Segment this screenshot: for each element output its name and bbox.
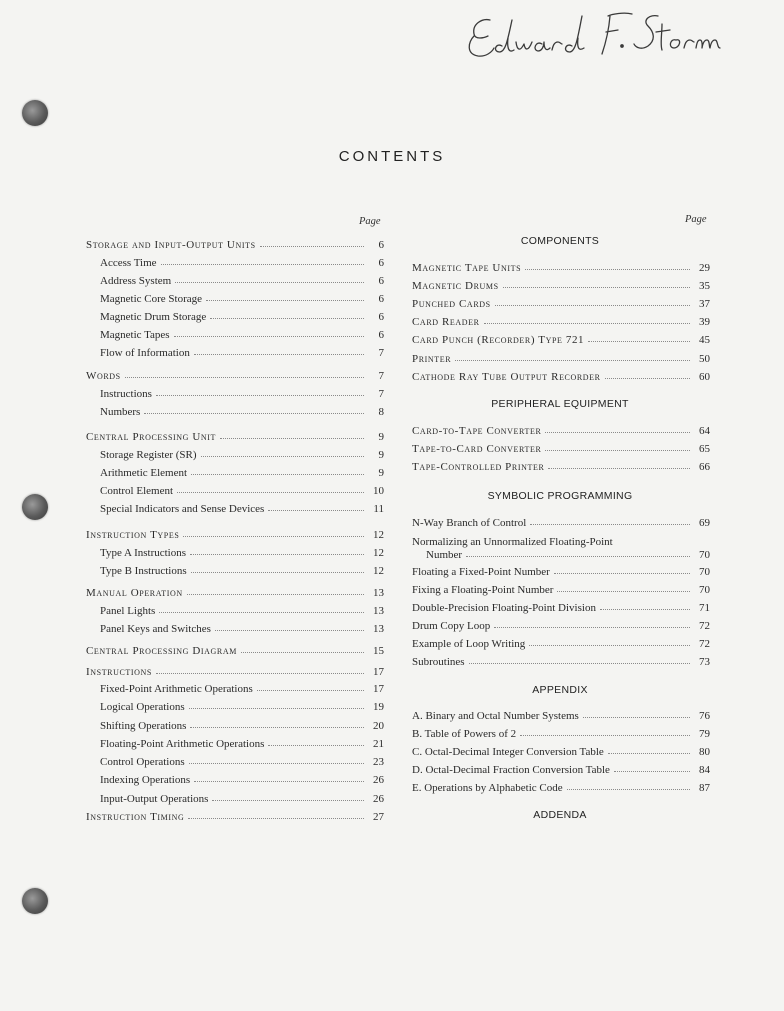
toc-entry-page-number: 39 <box>699 316 710 328</box>
toc-entry <box>412 441 710 457</box>
toc-entry-page-number: 72 <box>699 638 710 650</box>
dot-leader <box>190 545 364 555</box>
dot-leader <box>156 386 364 396</box>
toc-entry-title: Address System <box>100 275 172 287</box>
dot-leader <box>268 736 364 746</box>
toc-entry <box>100 309 384 325</box>
toc-entry <box>412 744 710 760</box>
dot-leader <box>469 654 690 664</box>
toc-entry-title: Control Operations <box>100 756 185 768</box>
toc-entry-title: Type B Instructions <box>100 565 187 577</box>
dot-leader <box>554 564 690 574</box>
toc-entry <box>100 736 384 752</box>
dot-leader <box>215 621 364 631</box>
toc-entry-page-number: 79 <box>699 728 710 740</box>
dot-leader <box>529 636 690 646</box>
toc-entry <box>100 699 384 715</box>
toc-entry-title: Printer <box>412 353 452 365</box>
toc-entry <box>86 527 384 543</box>
toc-entry-title: Instruction Types <box>86 529 180 541</box>
toc-entry <box>100 327 384 343</box>
right-page-column-header: Page <box>685 214 707 225</box>
toc-entry <box>100 483 384 499</box>
dot-leader <box>177 483 364 493</box>
toc-entry <box>412 332 710 348</box>
toc-entry <box>100 345 384 361</box>
toc-entry <box>412 314 710 330</box>
toc-entry-page-number: 69 <box>699 517 710 529</box>
dot-leader <box>201 447 364 457</box>
dot-leader <box>156 664 364 674</box>
binder-hole-bottom <box>22 888 48 914</box>
dot-leader <box>125 368 364 378</box>
toc-entry-title: Fixing a Floating-Point Number <box>412 584 554 596</box>
toc-entry-page-number: 84 <box>699 764 710 776</box>
toc-entry-page-number: 7 <box>378 370 384 382</box>
toc-entry-page-number: 72 <box>699 620 710 632</box>
dot-leader <box>159 603 364 613</box>
toc-entry <box>100 291 384 307</box>
toc-entry-page-number: 17 <box>373 666 384 678</box>
dot-leader <box>188 809 364 819</box>
toc-entry-title: Storage and Input-Output Units <box>86 239 256 251</box>
toc-entry <box>412 600 710 616</box>
toc-entry-page-number: 23 <box>373 756 384 768</box>
dot-leader <box>260 237 364 247</box>
toc-entry <box>412 351 710 367</box>
toc-entry-page-number: 7 <box>378 388 384 400</box>
toc-entry-page-number: 70 <box>699 549 710 561</box>
toc-entry-title: Magnetic Core Storage <box>100 293 203 305</box>
toc-entry-page-number: 66 <box>699 461 710 473</box>
dot-leader <box>194 345 364 355</box>
toc-entry <box>100 754 384 770</box>
dot-leader <box>600 600 690 610</box>
toc-entry-title: Numbers <box>100 406 141 418</box>
section-heading: PERIPHERAL EQUIPMENT <box>491 398 629 410</box>
toc-entry-page-number: 12 <box>373 547 384 559</box>
toc-entry-page-number: 12 <box>373 565 384 577</box>
toc-entry-title: Indexing Operations <box>100 774 191 786</box>
toc-entry-page-number: 6 <box>378 329 384 341</box>
dot-leader <box>257 681 364 691</box>
toc-entry-title: Subroutines <box>412 656 465 668</box>
page-title: CONTENTS <box>338 148 446 165</box>
toc-entry-page-number: 80 <box>699 746 710 758</box>
toc-entry-title: Manual Operation <box>86 587 183 599</box>
toc-entry <box>100 563 384 579</box>
dot-leader <box>206 291 364 301</box>
dot-leader <box>191 465 364 475</box>
toc-entry <box>100 465 384 481</box>
toc-entry-title: B. Table of Powers of 2 <box>412 728 517 740</box>
dot-leader <box>583 708 690 718</box>
section-heading: APPENDIX <box>532 684 588 696</box>
toc-entry-page-number: 70 <box>699 584 710 596</box>
toc-entry-title: Input-Output Operations <box>100 793 209 805</box>
toc-entry-title: Flow of Information <box>100 347 190 359</box>
toc-entry <box>412 636 710 652</box>
dot-leader <box>588 332 690 342</box>
toc-entry <box>100 791 384 807</box>
toc-entry-title: Magnetic Drum Storage <box>100 311 207 323</box>
toc-entry <box>100 545 384 561</box>
toc-entry-page-number: 73 <box>699 656 710 668</box>
toc-entry-page-number: 12 <box>373 529 384 541</box>
dot-leader <box>161 255 364 265</box>
toc-entry-title: Special Indicators and Sense Devices <box>100 503 265 515</box>
toc-entry-title: Instructions <box>86 666 152 678</box>
dot-leader <box>189 699 364 709</box>
dot-leader <box>567 780 690 790</box>
toc-entry <box>100 603 384 619</box>
toc-entry-page-number: 21 <box>373 738 384 750</box>
toc-entry-title: Normalizing an Unnormalized Floating-Point <box>412 536 613 548</box>
toc-entry-title: Panel Keys and Switches <box>100 623 211 635</box>
toc-entry-page-number: 17 <box>373 683 384 695</box>
dot-leader <box>503 278 690 288</box>
toc-entry-page-number: 35 <box>699 280 710 292</box>
toc-entry <box>100 447 384 463</box>
dot-leader <box>548 459 690 469</box>
toc-entry-title: Instructions <box>100 388 152 400</box>
toc-entry-page-number: 45 <box>699 334 710 346</box>
toc-entry-title: Magnetic Tapes <box>100 329 170 341</box>
toc-entry-title: Shifting Operations <box>100 720 187 732</box>
dot-leader <box>144 404 364 414</box>
toc-entry-page-number: 65 <box>699 443 710 455</box>
toc-entry <box>412 708 710 724</box>
toc-entry-title: Logical Operations <box>100 701 185 713</box>
toc-entry-title: Punched Cards <box>412 298 491 310</box>
dot-leader <box>605 369 690 379</box>
dot-leader <box>455 351 690 361</box>
toc-entry-title: Storage Register (SR) <box>100 449 197 461</box>
toc-entry <box>100 772 384 788</box>
toc-entry-title: Card Punch (Recorder) Type 721 <box>412 334 585 346</box>
toc-entry-title: Central Processing Unit <box>86 431 217 443</box>
toc-entry-page-number: 9 <box>378 467 384 479</box>
binder-hole-top <box>22 100 48 126</box>
dot-leader <box>210 309 364 319</box>
toc-entry-title: Magnetic Drums <box>412 280 499 292</box>
toc-entry-page-number: 8 <box>378 406 384 418</box>
toc-entry-title: Floating a Fixed-Point Number <box>412 566 550 578</box>
toc-entry-title: Card-to-Tape Converter <box>412 425 542 437</box>
toc-entry-title: Words <box>86 370 121 382</box>
toc-entry-title: Magnetic Tape Units <box>412 262 522 274</box>
toc-entry-page-number: 37 <box>699 298 710 310</box>
toc-entry-title: Cathode Ray Tube Output Recorder <box>412 371 601 383</box>
dot-leader <box>545 441 690 451</box>
toc-entry <box>412 278 710 294</box>
toc-entry <box>100 404 384 420</box>
toc-entry-title: Example of Loop Writing <box>412 638 526 650</box>
dot-leader <box>614 762 690 772</box>
toc-entry-page-number: 26 <box>373 774 384 786</box>
toc-entry-title: Tape-Controlled Printer <box>412 461 545 473</box>
toc-entry <box>86 585 384 601</box>
dot-leader <box>494 618 690 628</box>
toc-entry <box>100 273 384 289</box>
toc-entry-title: Tape-to-Card Converter <box>412 443 542 455</box>
toc-entry-page-number: 26 <box>373 793 384 805</box>
toc-entry-title: Card Reader <box>412 316 480 328</box>
toc-entry <box>412 564 710 580</box>
section-heading: SYMBOLIC PROGRAMMING <box>487 490 633 502</box>
dot-leader <box>530 515 690 525</box>
dot-leader <box>189 754 364 764</box>
toc-entry-title: C. Octal-Decimal Integer Conversion Table <box>412 746 604 758</box>
toc-entry-page-number: 64 <box>699 425 710 437</box>
toc-entry <box>412 515 710 531</box>
left-page-column-header: Page <box>359 216 381 227</box>
toc-entry-page-number: 50 <box>699 353 710 365</box>
toc-entry <box>412 780 710 796</box>
toc-entry-title: E. Operations by Alphabetic Code <box>412 782 563 794</box>
toc-entry <box>100 255 384 271</box>
toc-entry-page-number: 29 <box>699 262 710 274</box>
section-heading: ADDENDA <box>533 809 587 821</box>
dot-leader <box>191 563 364 573</box>
toc-entry <box>86 237 384 253</box>
toc-entry-page-number: 60 <box>699 371 710 383</box>
toc-entry <box>412 762 710 778</box>
dot-leader <box>212 791 364 801</box>
toc-entry <box>86 809 384 825</box>
dot-leader <box>520 726 690 736</box>
dot-leader <box>190 718 364 728</box>
toc-entry-page-number: 20 <box>373 720 384 732</box>
toc-entry-page-number: 6 <box>378 293 384 305</box>
toc-entry-page-number: 27 <box>373 811 384 823</box>
section-heading: COMPONENTS <box>520 235 600 247</box>
dot-leader <box>268 501 364 511</box>
dot-leader <box>495 296 690 306</box>
toc-entry-page-number: 70 <box>699 566 710 578</box>
toc-entry <box>412 582 710 598</box>
dot-leader <box>608 744 690 754</box>
toc-entry-title: Double-Precision Floating-Point Division <box>412 602 596 614</box>
toc-entry-title: Type A Instructions <box>100 547 187 559</box>
dot-leader <box>545 423 690 433</box>
toc-entry <box>412 654 710 670</box>
toc-entry <box>100 718 384 734</box>
dot-leader <box>174 327 364 337</box>
toc-entry-page-number: 13 <box>373 623 384 635</box>
toc-entry-title: Drum Copy Loop <box>412 620 491 632</box>
toc-entry <box>86 429 384 445</box>
dot-leader <box>525 260 690 270</box>
dot-leader <box>241 643 364 653</box>
toc-entry-page-number: 7 <box>378 347 384 359</box>
toc-entry <box>412 423 710 439</box>
toc-entry-page-number: 19 <box>373 701 384 713</box>
toc-entry-title: Central Processing Diagram <box>86 645 237 657</box>
toc-entry-page-number: 10 <box>373 485 384 497</box>
toc-entry <box>100 681 384 697</box>
toc-entry <box>412 459 710 475</box>
dot-leader <box>183 527 364 537</box>
dot-leader <box>557 582 690 592</box>
toc-entry-title: Control Element <box>100 485 174 497</box>
toc-entry <box>412 296 710 312</box>
handwritten-signature <box>462 2 732 72</box>
toc-entry-title: Arithmetic Element <box>100 467 188 479</box>
toc-entry-title: Floating-Point Arithmetic Operations <box>100 738 265 750</box>
toc-entry-page-number: 9 <box>378 449 384 461</box>
toc-entry <box>100 501 384 517</box>
toc-entry-title: Panel Lights <box>100 605 156 617</box>
toc-entry-page-number: 15 <box>373 645 384 657</box>
toc-entry-page-number: 6 <box>378 239 384 251</box>
toc-entry <box>426 547 710 563</box>
toc-entry-page-number: 87 <box>699 782 710 794</box>
toc-entry-title: A. Binary and Octal Number Systems <box>412 710 579 722</box>
dot-leader <box>175 273 364 283</box>
toc-entry-page-number: 9 <box>378 431 384 443</box>
toc-entry-page-number: 13 <box>373 605 384 617</box>
toc-entry <box>86 368 384 384</box>
toc-entry-title: N-Way Branch of Control <box>412 517 527 529</box>
dot-leader <box>466 547 690 557</box>
toc-entry-page-number: 13 <box>373 587 384 599</box>
dot-leader <box>484 314 690 324</box>
toc-entry-page-number: 6 <box>378 275 384 287</box>
binder-hole-middle <box>22 494 48 520</box>
toc-entry-title: Access Time <box>100 257 157 269</box>
toc-entry <box>412 369 710 385</box>
toc-entry <box>100 621 384 637</box>
toc-entry-title: Instruction Timing <box>86 811 185 823</box>
toc-entry-title-continued: Number <box>426 549 463 561</box>
toc-entry <box>86 664 384 680</box>
toc-entry-page-number: 11 <box>373 503 384 515</box>
dot-leader <box>194 772 364 782</box>
toc-entry <box>100 386 384 402</box>
toc-entry <box>86 643 384 659</box>
dot-leader <box>187 585 364 595</box>
dot-leader <box>220 429 364 439</box>
toc-entry-page-number: 6 <box>378 257 384 269</box>
toc-entry-title: Fixed-Point Arithmetic Operations <box>100 683 253 695</box>
toc-entry <box>412 726 710 742</box>
toc-entry <box>412 260 710 276</box>
toc-entry-page-number: 71 <box>699 602 710 614</box>
toc-entry-page-number: 76 <box>699 710 710 722</box>
toc-entry-title: D. Octal-Decimal Fraction Conversion Table <box>412 764 610 776</box>
toc-entry <box>412 618 710 634</box>
toc-entry-page-number: 6 <box>378 311 384 323</box>
